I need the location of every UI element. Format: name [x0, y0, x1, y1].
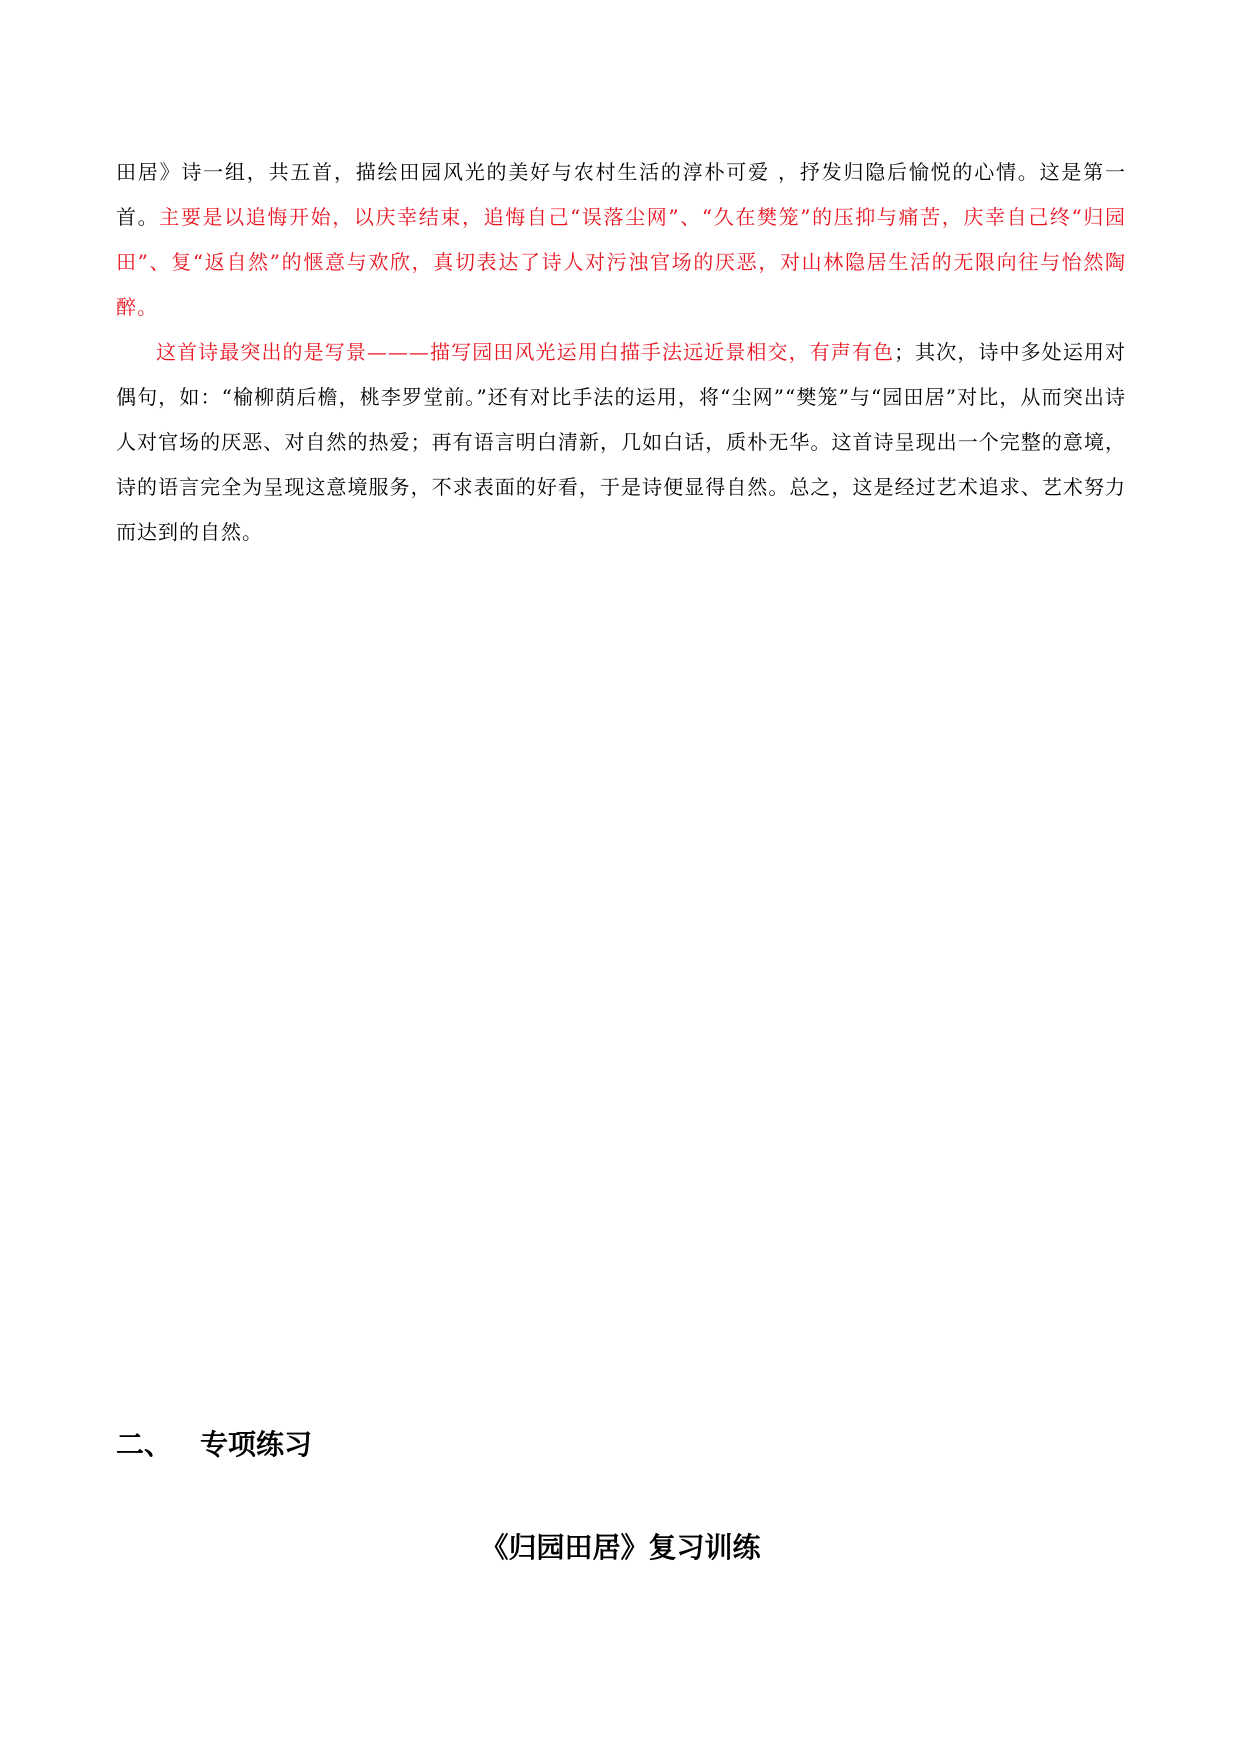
paragraph-analysis-black: ；其次，诗中多处运用对偶句，如：“榆柳荫后檐，桃李罗堂前。”还有对比手法的运用，将“尘网”“樊笼”与“园田居”对比，从而突出诗人对官场的厌恶、对自然的热爱；再有语言明白清新，几如白话，质朴无华。这首诗呈现出一个完整的意境，诗的语言完全为呈现这意境服务，不求表面的好看，于是诗便显得自然。总之，这是经过艺术追求、艺术努力而达到的自然。 — [116, 340, 1127, 544]
paragraph-analysis — [116, 330, 1126, 555]
exercise-title: 《归园田居》复习训练 — [480, 1531, 761, 1564]
section-number: 二、 — [116, 1428, 173, 1461]
paragraph-intro-black: 田居》诗一组，共五首，描绘田园风光的美好与农村生活的淳朴可爱 ，抒发归隐后愉悦的心情。这是第一首。 — [116, 160, 1126, 229]
section-title: 专项练习 — [200, 1428, 313, 1461]
paragraph-intro — [116, 150, 1126, 330]
section-heading — [116, 1425, 312, 1465]
paragraph-analysis-red: 这首诗最突出的是写景———描写园田风光运用白描手法远近景相交，有声有色 — [156, 340, 895, 364]
paragraph-intro-red: 主要是以追悔开始，以庆幸结束，追悔自己“误落尘网”、“久在樊笼”的压抑与痛苦，庆幸自己终“归园田”、复“返自然”的惬意与欢欣，真切表达了诗人对污浊官场的厌恶，对山林隐居生活的无限向往与怡然陶醉。 — [116, 205, 1127, 319]
analysis-text — [116, 150, 1126, 555]
